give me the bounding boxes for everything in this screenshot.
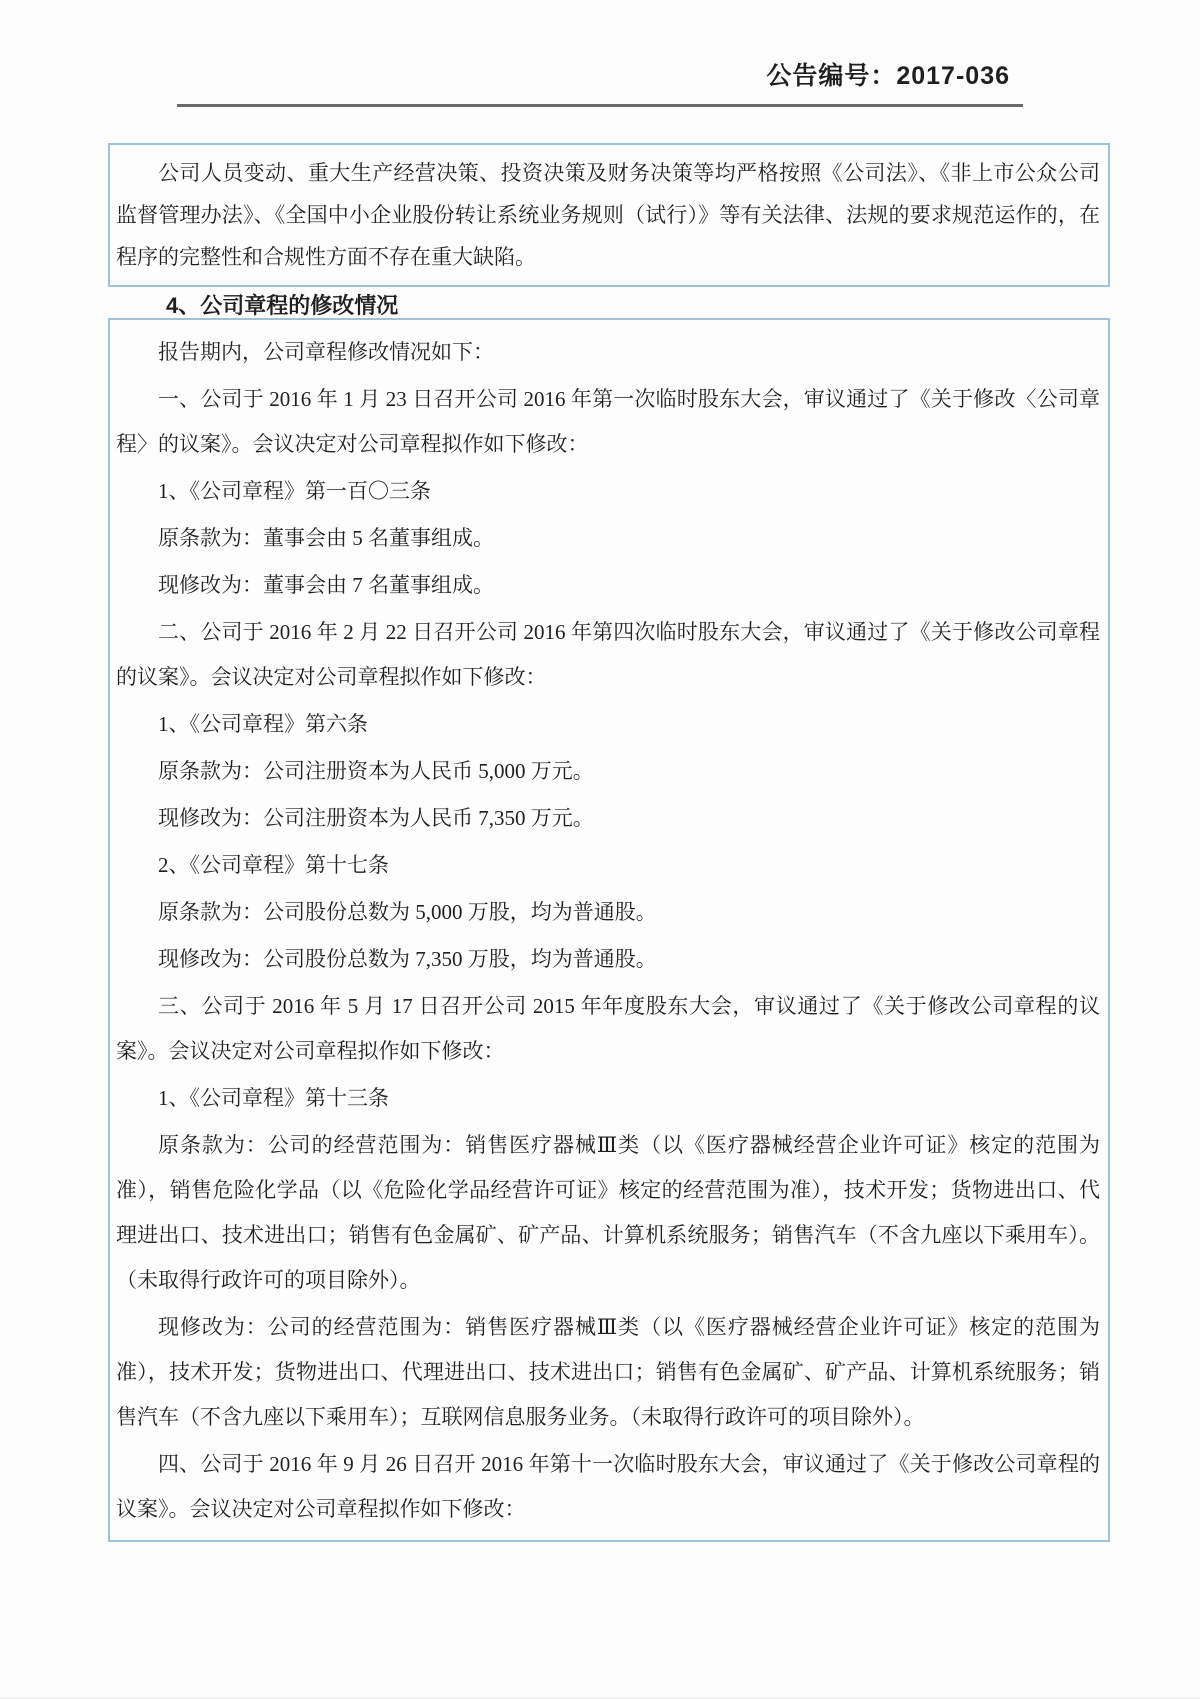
paragraph: 现修改为：公司的经营范围为：销售医疗器械Ⅲ类（以《医疗器械经营企业许可证》核定的范围为准），技术开发；货物进出口、代理进出口、技术进出口；销售有色金属矿、矿产品、计算机系统服务；销售汽车（不含九座以下乘用车）；互联网信息服务业务。（未取得行政许可的项目除外）。 (116, 1315, 1100, 1429)
paragraph: 三、公司于 2016 年 5 月 17 日召开公司 2015 年年度股东大会，审议通过了《关于修改公司章程的议案》。会议决定对公司章程拟作如下修改： (116, 994, 1100, 1063)
paragraph: 原条款为：公司注册资本为人民币 5,000 万元。 (158, 759, 594, 783)
paragraph: 原条款为：公司股份总数为 5,000 万股，均为普通股。 (158, 900, 657, 924)
charter-amendments-box (108, 318, 1110, 1542)
paragraph: 2、《公司章程》第十七条 (158, 853, 389, 877)
paragraph: 报告期内，公司章程修改情况如下： (158, 340, 494, 364)
paragraph: 四、公司于 2016 年 9 月 26 日召开 2016 年第十一次临时股东大会，审议通过了《关于修改公司章程的议案》。会议决定对公司章程拟作如下修改： (116, 1452, 1100, 1521)
internal-control-statement-box (108, 143, 1110, 287)
paragraph: 1、《公司章程》第十三条 (158, 1086, 389, 1110)
intro-paragraph: 公司人员变动、重大生产经营决策、投资决策及财务决策等均严格按照《公司法》、《非上市公众公司监督管理办法》、《全国中小企业股份转让系统业务规则（试行）》等有关法律、法规的要求规范运作的，在程序的完整性和合规性方面不存在重大缺陷。 (116, 161, 1100, 269)
paragraph: 现修改为：董事会由 7 名董事组成。 (158, 573, 494, 597)
paragraph: 1、《公司章程》第六条 (158, 712, 368, 736)
header-divider (177, 104, 1023, 107)
paragraph: 二、公司于 2016 年 2 月 22 日召开公司 2016 年第四次临时股东大会，审议通过了《关于修改公司章程的议案》。会议决定对公司章程拟作如下修改： (116, 620, 1100, 689)
section-heading: 4、公司章程的修改情况 (166, 293, 399, 318)
paragraph: 现修改为：公司股份总数为 7,350 万股，均为普通股。 (158, 947, 657, 971)
paragraph: 现修改为：公司注册资本为人民币 7,350 万元。 (158, 806, 594, 830)
paragraph: 原条款为：公司的经营范围为：销售医疗器械Ⅲ类（以《医疗器械经营企业许可证》核定的范围为准），销售危险化学品（以《危险化学品经营许可证》核定的经营范围为准），技术开发；货物进出口、代理进出口、技术进出口；销售有色金属矿、矿产品、计算机系统服务；销售汽车（不含九座以下乘用车）。（未取得行政许可的项目除外）。 (116, 1133, 1100, 1292)
paragraph: 1、《公司章程》第一百〇三条 (158, 479, 431, 503)
paragraph: 一、公司于 2016 年 1 月 23 日召开公司 2016 年第一次临时股东大会，审议通过了《关于修改〈公司章程〉的议案》。会议决定对公司章程拟作如下修改： (116, 387, 1100, 456)
paragraph: 原条款为：董事会由 5 名董事组成。 (158, 526, 494, 550)
announcement-number: 公告编号：2017-036 (766, 62, 1010, 90)
